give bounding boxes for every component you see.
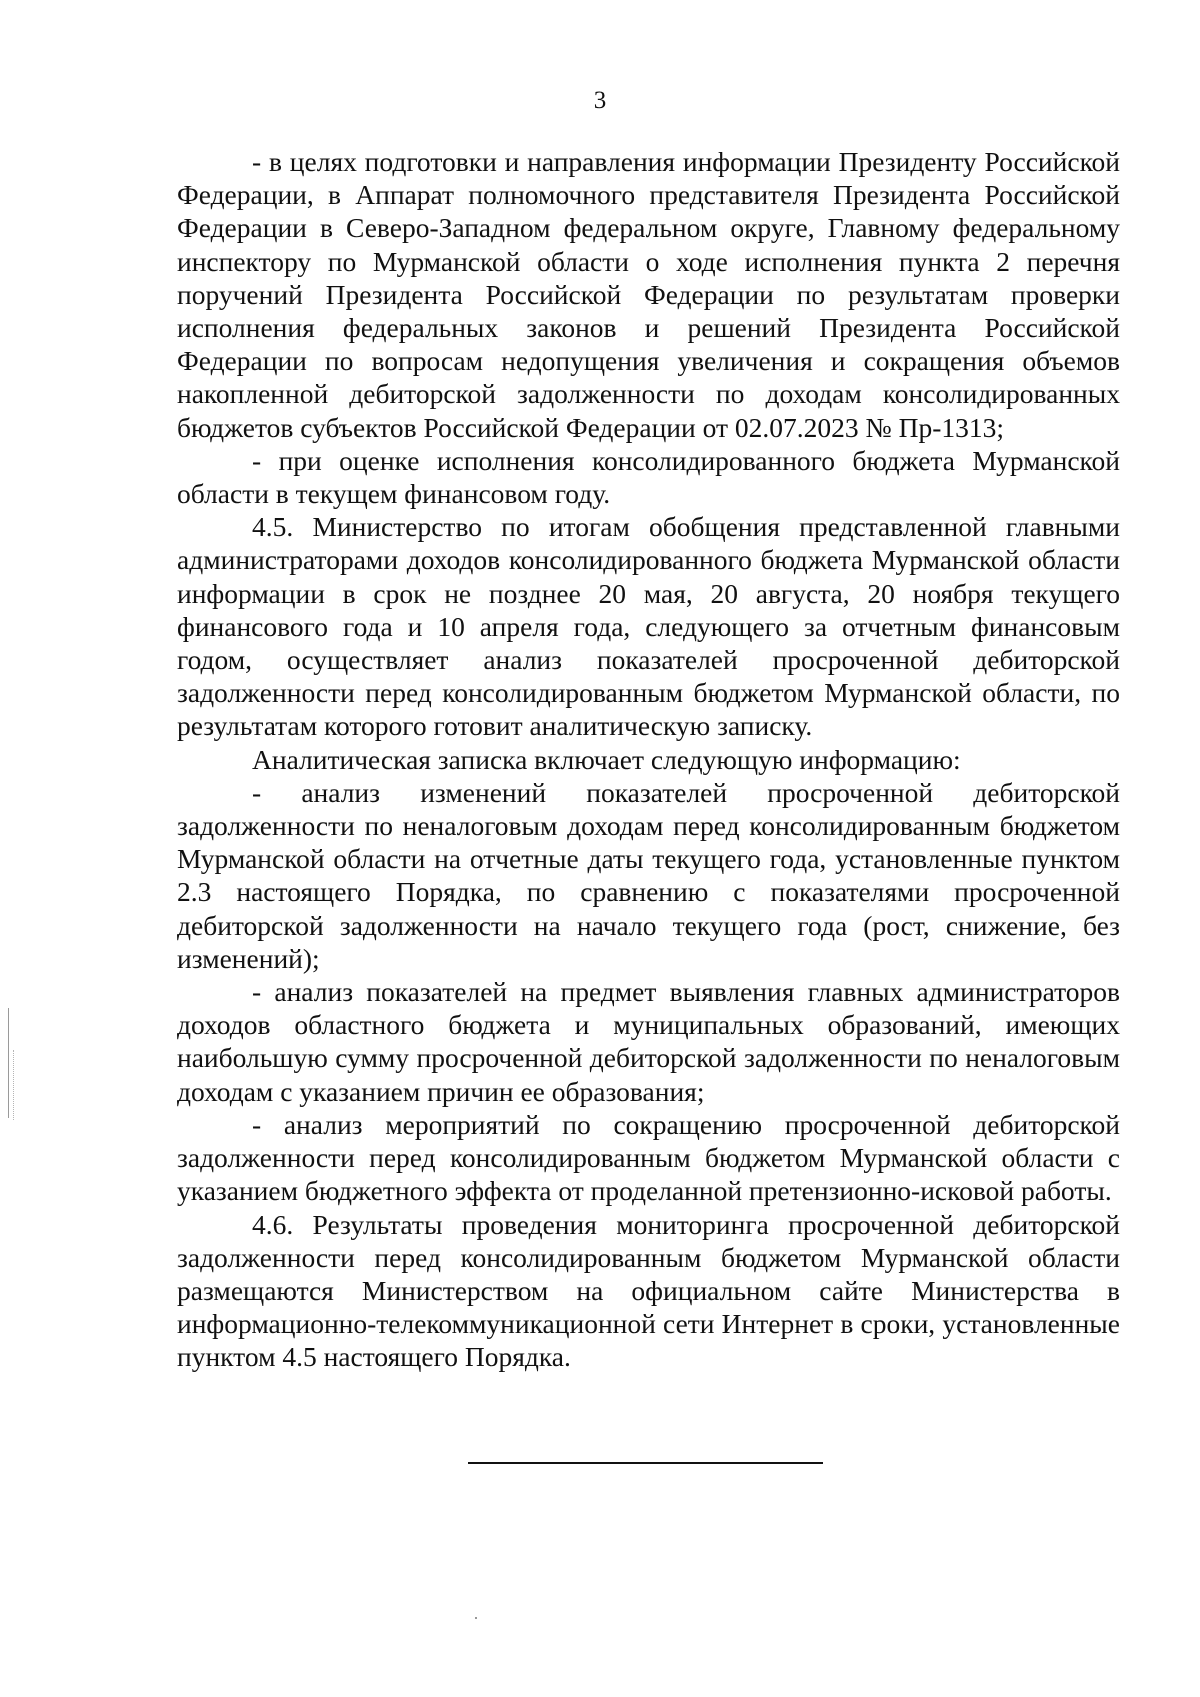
paragraph-analytic-note-intro: Аналитическая записка включает следующую информацию: (252, 743, 961, 775)
page-number: 3 (593, 87, 607, 114)
list-item-analysis-administrators: - анализ показателей на предмет выявления главных администраторов доходов областного бюджета и муниципальных образований, имеющих наибольшую сумму просроченной дебиторской задолженности по неналоговым доходам с указанием причин ее образования; (177, 976, 1120, 1107)
document-body (177, 145, 1120, 1374)
end-divider-line (468, 1462, 823, 1464)
scan-dot-mark (475, 1617, 477, 1619)
paragraph-4-6: 4.6. Результаты проведения мониторинга просроченной дебиторской задолженности перед консолидированным бюджетом Мурманской области размещаются Министерством на официальном сайте Министерства в информационно-телекоммуникационной сети Интернет в сроки, установленные пунктом 4.5 настоящего Порядка. (177, 1208, 1120, 1373)
list-item-analysis-changes: - анализ изменений показателей просроченной дебиторской задолженности по неналоговым доходам перед консолидированным бюджетом Мурманской области на отчетные даты текущего года, установленные пунктом 2.3 настоящего Порядка, по сравнению с показателями просроченной дебиторской задолженности на начало текущего года (рост, снижение, без изменений); (177, 776, 1120, 974)
paragraph-president-info: - в целях подготовки и направления информации Президенту Российской Федерации, в Аппарат полномочного представителя Президента Российской Федерации в Северо-Западном федеральном округе, Главному федеральному инспектору по Мурманской области о ходе исполнения пункта 2 перечня поручений Президента Российской Федерации по результатам проверки исполнения федеральных законов и решений Президента Российской Федерации по вопросам недопущения увеличения и сокращения объемов накопленной дебиторской задолженности по доходам консолидированных бюджетов субъектов Российской Федерации от 02.07.2023 № Пр-1313; (177, 146, 1120, 443)
paragraph-4-5: 4.5. Министерство по итогам обобщения представленной главными администраторами доходов консолидированного бюджета Мурманской области информации в срок не позднее 20 мая, 20 августа, 20 ноября текущего финансового года и 10 апреля года, следующего за отчетным финансовым годом, осуществляет анализ показателей просроченной дебиторской задолженности перед консолидированным бюджетом Мурманской области, по результатам которого готовит аналитическую записку. (177, 511, 1120, 742)
list-item-analysis-measures: - анализ мероприятий по сокращению просроченной дебиторской задолженности перед консолидированным бюджетом Мурманской области с указанием бюджетного эффекта от проделанной претензионно-исковой работы. (177, 1108, 1120, 1207)
paragraph-budget-assessment: - при оценке исполнения консолидированного бюджета Мурманской области в текущем финансовом году. (177, 444, 1120, 510)
scan-margin-mark (13, 1050, 14, 1120)
scan-margin-mark (8, 1008, 9, 1118)
